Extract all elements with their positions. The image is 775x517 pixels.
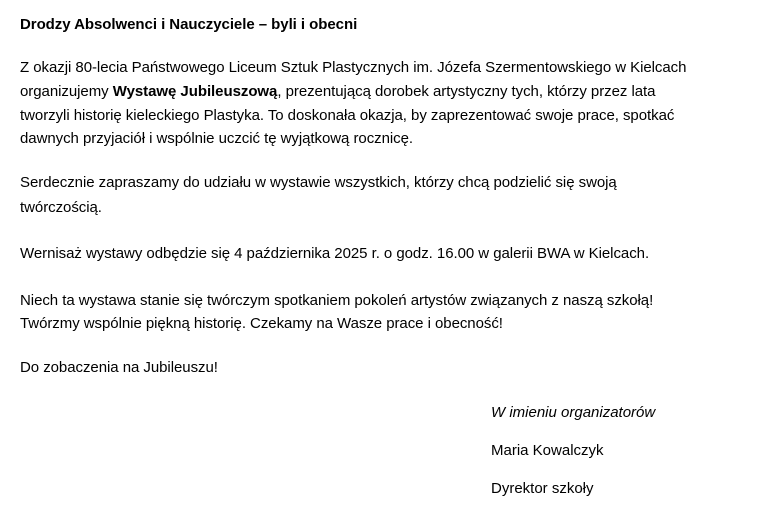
exhibition-name: Wystawę Jubileuszową	[112, 83, 278, 100]
paragraph-line: Niech ta wystawa stanie się twórczym spotkaniem pokoleń artystów związanych z naszą szkołą!	[20, 292, 654, 309]
paragraph-line: Wernisaż wystawy odbędzie się 4 października 2025 r. o godz. 16.00 w galerii BWA w Kielcach.	[20, 245, 650, 262]
paragraph-line: tworzyli historię kieleckiego Plastyka. To doskonała okazja, by zaprezentować swoje prace, spotkać	[20, 107, 675, 124]
paragraph-line: Twórzmy wspólnie piękną historię. Czekamy na Wasze prace i obecność!	[20, 315, 503, 332]
signature-title: Dyrektor szkoły	[491, 480, 594, 497]
signature-on-behalf: W imieniu organizatorów	[491, 404, 656, 421]
paragraph-line: Serdecznie zapraszamy do udziału w wystawie wszystkich, którzy chcą podzielić się swoją	[20, 174, 617, 191]
letter-heading: Drodzy Absolwenci i Nauczyciele – byli i obecni	[20, 16, 358, 33]
paragraph-line: Do zobaczenia na Jubileuszu!	[20, 359, 218, 376]
signature-name: Maria Kowalczyk	[491, 442, 604, 459]
paragraph-line	[20, 82, 655, 102]
paragraph-line: dawnych przyjaciół i wspólnie uczcić tę wyjątkową rocznicę.	[20, 130, 414, 147]
paragraph-line: Z okazji 80-lecia Państwowego Liceum Sztuk Plastycznych im. Józefa Szermentowskiego w Kielcach	[20, 59, 687, 76]
text-segment: organizujemy	[20, 83, 113, 100]
text-segment: , prezentującą dorobek artystyczny tych, którzy przez lata	[277, 83, 656, 100]
paragraph-line: twórczością.	[20, 199, 102, 216]
